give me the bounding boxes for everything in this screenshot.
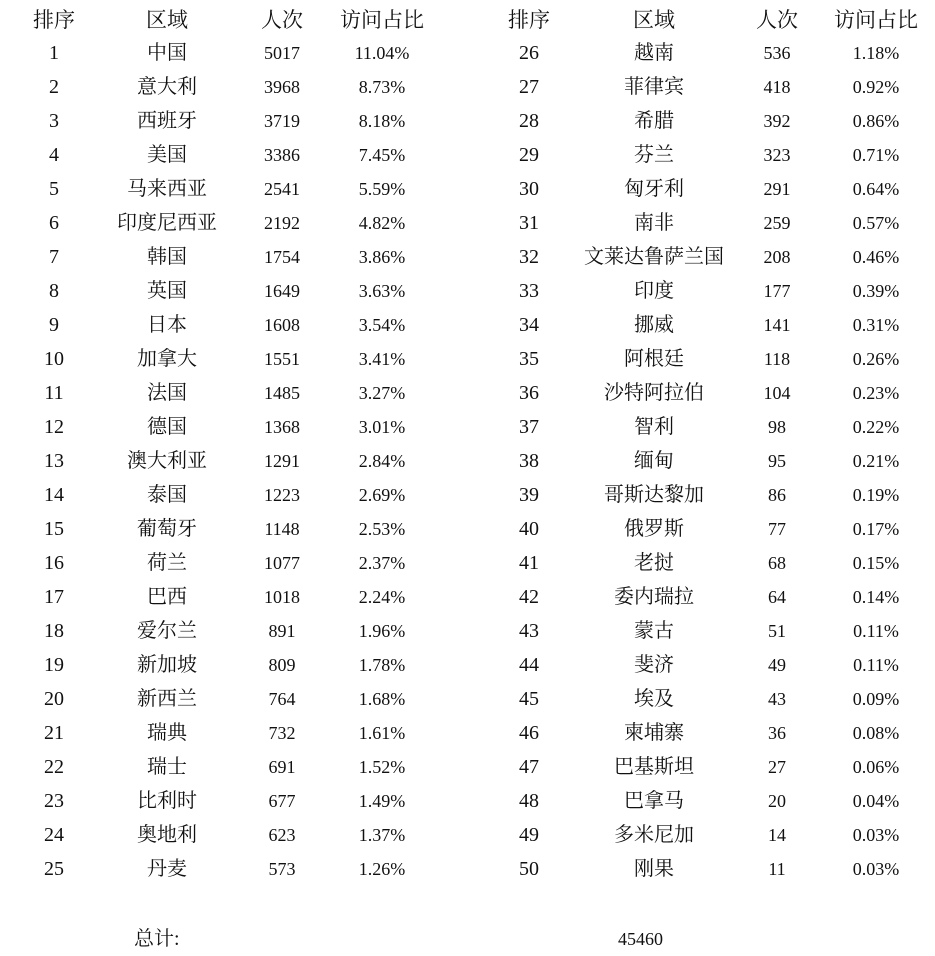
share-cell: 3.41% <box>358 349 406 369</box>
region-cell: 意大利 <box>137 76 197 98</box>
share-cell: 1.49% <box>358 791 406 811</box>
share-cell: 3.63% <box>358 281 406 301</box>
region-column-header: 区域 <box>146 8 188 32</box>
region-cell: 美国 <box>147 144 187 166</box>
visits-cell: 36 <box>768 723 786 743</box>
region-cell: 泰国 <box>147 484 187 506</box>
region-cell: 越南 <box>634 42 674 64</box>
table-row <box>6 410 446 444</box>
visits-cell: 536 <box>763 43 791 63</box>
rank-cell: 38 <box>519 450 539 472</box>
visits-cell: 208 <box>763 247 791 267</box>
region-cell: 印度 <box>634 280 674 302</box>
rank-column-header: 排序 <box>508 8 550 32</box>
table-row <box>6 852 446 886</box>
table-header <box>6 4 446 36</box>
rank-cell: 50 <box>519 858 539 880</box>
share-cell: 1.96% <box>358 621 406 641</box>
visits-cell: 14 <box>768 825 786 845</box>
rank-cell: 18 <box>44 620 64 642</box>
rank-cell: 26 <box>519 42 539 64</box>
rank-cell: 48 <box>519 790 539 812</box>
table-row <box>484 648 932 682</box>
region-cell: 巴拿马 <box>624 790 684 812</box>
visits-cell: 177 <box>763 281 791 301</box>
visits-cell: 11 <box>768 859 786 879</box>
total-label: 总计: <box>134 928 180 950</box>
share-cell: 3.27% <box>358 383 406 403</box>
visits-cell: 1485 <box>264 383 300 403</box>
table-row <box>484 36 932 70</box>
rank-cell: 2 <box>49 76 59 98</box>
region-cell: 菲律宾 <box>624 76 684 98</box>
region-cell: 瑞士 <box>147 756 187 778</box>
rank-cell: 19 <box>44 654 64 676</box>
share-cell: 0.09% <box>852 689 900 709</box>
rank-cell: 3 <box>49 110 59 132</box>
region-cell: 希腊 <box>634 110 674 132</box>
rank-cell: 41 <box>519 552 539 574</box>
visits-cell: 86 <box>768 485 786 505</box>
region-cell: 澳大利亚 <box>127 450 207 472</box>
share-cell: 2.69% <box>358 485 406 505</box>
visits-cell: 98 <box>768 417 786 437</box>
table-row <box>6 376 446 410</box>
visits-cell: 1368 <box>264 417 300 437</box>
region-cell: 柬埔寨 <box>624 722 684 744</box>
table-row <box>6 308 446 342</box>
table-row <box>6 70 446 104</box>
table-row <box>6 512 446 546</box>
table-body <box>6 36 446 886</box>
share-cell: 1.61% <box>358 723 406 743</box>
rank-column-header: 排序 <box>33 8 75 32</box>
visits-column-header: 人次 <box>756 8 798 32</box>
share-cell: 0.22% <box>852 417 900 437</box>
visits-cell: 64 <box>768 587 786 607</box>
table-row <box>484 376 932 410</box>
region-cell: 丹麦 <box>147 858 187 880</box>
table-row <box>484 172 932 206</box>
table-header <box>484 4 932 36</box>
share-column-header: 访问占比 <box>340 8 424 32</box>
visits-cell: 1608 <box>264 315 300 335</box>
visits-cell: 677 <box>268 791 296 811</box>
rank-cell: 27 <box>519 76 539 98</box>
share-cell: 0.23% <box>852 383 900 403</box>
rank-cell: 23 <box>44 790 64 812</box>
table-row <box>484 682 932 716</box>
table-row <box>6 784 446 818</box>
region-cell: 韩国 <box>147 246 187 268</box>
share-cell: 2.53% <box>358 519 406 539</box>
table-row <box>484 444 932 478</box>
region-cell: 英国 <box>147 280 187 302</box>
table-row <box>484 240 932 274</box>
table-row <box>484 614 932 648</box>
share-cell: 0.71% <box>852 145 900 165</box>
region-cell: 巴基斯坦 <box>614 756 694 778</box>
table-row <box>484 206 932 240</box>
visits-cell: 43 <box>768 689 786 709</box>
rank-cell: 32 <box>519 246 539 268</box>
share-cell: 0.17% <box>852 519 900 539</box>
rank-cell: 15 <box>44 518 64 540</box>
table-row <box>6 648 446 682</box>
share-cell: 0.86% <box>852 111 900 131</box>
region-cell: 文莱达鲁萨兰国 <box>584 246 724 268</box>
rank-cell: 7 <box>49 246 59 268</box>
visits-cell: 259 <box>763 213 791 233</box>
rank-cell: 33 <box>519 280 539 302</box>
rank-cell: 11 <box>44 382 64 404</box>
table-row <box>484 70 932 104</box>
share-cell: 0.11% <box>853 621 899 641</box>
share-cell: 0.57% <box>852 213 900 233</box>
share-cell: 0.04% <box>852 791 900 811</box>
rank-cell: 24 <box>44 824 64 846</box>
table-row <box>484 274 932 308</box>
table-row <box>6 614 446 648</box>
region-cell: 巴西 <box>147 586 187 608</box>
visits-cell: 392 <box>763 111 791 131</box>
table-row <box>484 852 932 886</box>
rank-cell: 36 <box>519 382 539 404</box>
rank-cell: 45 <box>519 688 539 710</box>
region-cell: 芬兰 <box>634 144 674 166</box>
rank-cell: 13 <box>44 450 64 472</box>
table-right <box>484 4 932 886</box>
rank-cell: 35 <box>519 348 539 370</box>
region-cell: 荷兰 <box>147 552 187 574</box>
share-cell: 8.73% <box>358 77 406 97</box>
table-row <box>484 342 932 376</box>
visits-cell: 891 <box>268 621 296 641</box>
table-row <box>484 716 932 750</box>
share-cell: 0.06% <box>852 757 900 777</box>
visits-cell: 2192 <box>264 213 300 233</box>
region-cell: 哥斯达黎加 <box>604 484 704 506</box>
rank-cell: 16 <box>44 552 64 574</box>
visits-cell: 51 <box>768 621 786 641</box>
region-cell: 智利 <box>634 416 674 438</box>
region-cell: 埃及 <box>634 688 674 710</box>
table-row <box>484 750 932 784</box>
total-row <box>0 922 935 956</box>
share-cell: 8.18% <box>358 111 406 131</box>
share-cell: 1.37% <box>358 825 406 845</box>
share-cell: 2.24% <box>358 587 406 607</box>
region-cell: 新加坡 <box>137 654 197 676</box>
table-row <box>6 274 446 308</box>
share-cell: 3.54% <box>358 315 406 335</box>
rank-cell: 12 <box>44 416 64 438</box>
rank-cell: 46 <box>519 722 539 744</box>
share-cell: 1.26% <box>358 859 406 879</box>
visits-cell: 809 <box>268 655 296 675</box>
table-row <box>484 580 932 614</box>
region-cell: 比利时 <box>137 790 197 812</box>
table-row <box>6 206 446 240</box>
table-row <box>484 546 932 580</box>
share-cell: 2.37% <box>358 553 406 573</box>
table-row <box>484 784 932 818</box>
table-row <box>6 342 446 376</box>
region-cell: 匈牙利 <box>624 178 684 200</box>
share-cell: 0.92% <box>852 77 900 97</box>
table-row <box>484 138 932 172</box>
share-cell: 1.18% <box>852 43 900 63</box>
rank-cell: 49 <box>519 824 539 846</box>
share-cell: 0.15% <box>852 553 900 573</box>
rank-cell: 6 <box>49 212 59 234</box>
rank-cell: 31 <box>519 212 539 234</box>
visits-cell: 3386 <box>264 145 300 165</box>
table-row <box>6 36 446 70</box>
rank-cell: 39 <box>519 484 539 506</box>
rank-cell: 30 <box>519 178 539 200</box>
visits-cell: 3719 <box>264 111 300 131</box>
table-row <box>484 308 932 342</box>
rank-cell: 8 <box>49 280 59 302</box>
region-column-header: 区域 <box>633 8 675 32</box>
table-row <box>6 138 446 172</box>
share-cell: 0.11% <box>853 655 899 675</box>
visits-cell: 95 <box>768 451 786 471</box>
region-cell: 加拿大 <box>137 348 197 370</box>
rank-cell: 28 <box>519 110 539 132</box>
share-cell: 5.59% <box>358 179 406 199</box>
share-cell: 1.52% <box>358 757 406 777</box>
visits-cell: 20 <box>768 791 786 811</box>
table-row <box>6 818 446 852</box>
share-cell: 3.86% <box>358 247 406 267</box>
rank-cell: 14 <box>44 484 64 506</box>
visits-cell: 1754 <box>264 247 300 267</box>
rank-cell: 9 <box>49 314 59 336</box>
visits-cell: 764 <box>268 689 296 709</box>
visits-cell: 418 <box>763 77 791 97</box>
share-cell: 0.03% <box>852 825 900 845</box>
visits-cell: 1018 <box>264 587 300 607</box>
region-cell: 斐济 <box>634 654 674 676</box>
share-cell: 0.26% <box>852 349 900 369</box>
share-cell: 1.68% <box>358 689 406 709</box>
region-cell: 爱尔兰 <box>137 620 197 642</box>
visits-cell: 27 <box>768 757 786 777</box>
rank-cell: 25 <box>44 858 64 880</box>
region-cell: 法国 <box>147 382 187 404</box>
share-cell: 0.03% <box>852 859 900 879</box>
visits-cell: 68 <box>768 553 786 573</box>
table-row <box>484 104 932 138</box>
region-cell: 阿根廷 <box>624 348 684 370</box>
visits-cell: 691 <box>268 757 296 777</box>
rank-cell: 22 <box>44 756 64 778</box>
region-cell: 挪威 <box>634 314 674 336</box>
visits-cell: 1649 <box>264 281 300 301</box>
region-cell: 西班牙 <box>137 110 197 132</box>
rank-cell: 5 <box>49 178 59 200</box>
share-cell: 1.78% <box>358 655 406 675</box>
visits-cell: 1148 <box>264 519 300 539</box>
region-cell: 缅甸 <box>634 450 674 472</box>
share-cell: 0.31% <box>852 315 900 335</box>
rank-cell: 21 <box>44 722 64 744</box>
table-row <box>484 818 932 852</box>
table-row <box>6 172 446 206</box>
region-cell: 委内瑞拉 <box>614 586 694 608</box>
rank-cell: 42 <box>519 586 539 608</box>
rank-cell: 47 <box>519 756 539 778</box>
visits-cell: 77 <box>768 519 786 539</box>
share-cell: 2.84% <box>358 451 406 471</box>
share-cell: 11.04% <box>354 43 410 63</box>
visits-cell: 1551 <box>264 349 300 369</box>
table-row <box>6 546 446 580</box>
share-cell: 7.45% <box>358 145 406 165</box>
total-value: 45460 <box>618 929 663 949</box>
table-row <box>484 512 932 546</box>
share-cell: 0.14% <box>852 587 900 607</box>
region-cell: 老挝 <box>634 552 674 574</box>
rank-cell: 1 <box>49 42 59 64</box>
visits-column-header: 人次 <box>261 8 303 32</box>
region-cell: 印度尼西亚 <box>117 212 217 234</box>
share-cell: 0.08% <box>852 723 900 743</box>
share-column-header: 访问占比 <box>834 8 918 32</box>
visits-cell: 104 <box>763 383 791 403</box>
visits-cell: 291 <box>763 179 791 199</box>
region-cell: 刚果 <box>634 858 674 880</box>
table-row <box>6 444 446 478</box>
region-cell: 德国 <box>147 416 187 438</box>
rank-cell: 10 <box>44 348 64 370</box>
visits-cell: 141 <box>763 315 791 335</box>
visits-cell: 1291 <box>264 451 300 471</box>
table-row <box>484 478 932 512</box>
rank-cell: 29 <box>519 144 539 166</box>
region-cell: 俄罗斯 <box>624 518 684 540</box>
rank-cell: 17 <box>44 586 64 608</box>
share-cell: 0.21% <box>852 451 900 471</box>
share-cell: 4.82% <box>358 213 406 233</box>
region-cell: 日本 <box>147 314 187 336</box>
region-cell: 奥地利 <box>137 824 197 846</box>
share-cell: 0.46% <box>852 247 900 267</box>
rank-cell: 4 <box>49 144 59 166</box>
region-cell: 多米尼加 <box>614 824 694 846</box>
visits-cell: 623 <box>268 825 296 845</box>
rank-cell: 20 <box>44 688 64 710</box>
region-cell: 蒙古 <box>634 620 674 642</box>
visits-cell: 49 <box>768 655 786 675</box>
share-cell: 0.19% <box>852 485 900 505</box>
table-row <box>6 682 446 716</box>
table-body <box>484 36 932 886</box>
table-row <box>6 750 446 784</box>
visits-cell: 323 <box>763 145 791 165</box>
visits-cell: 2541 <box>264 179 300 199</box>
region-cell: 马来西亚 <box>127 178 207 200</box>
visits-cell: 118 <box>763 349 791 369</box>
rank-cell: 37 <box>519 416 539 438</box>
visits-cell: 1077 <box>264 553 300 573</box>
table-row <box>6 104 446 138</box>
rank-cell: 43 <box>519 620 539 642</box>
region-cell: 新西兰 <box>137 688 197 710</box>
share-cell: 3.01% <box>358 417 406 437</box>
rank-cell: 34 <box>519 314 539 336</box>
visits-cell: 3968 <box>264 77 300 97</box>
region-cell: 瑞典 <box>147 722 187 744</box>
visits-cell: 732 <box>268 723 296 743</box>
visits-cell: 5017 <box>264 43 300 63</box>
table-row <box>6 580 446 614</box>
region-cell: 中国 <box>147 42 187 64</box>
rank-cell: 40 <box>519 518 539 540</box>
region-cell: 葡萄牙 <box>137 518 197 540</box>
rank-cell: 44 <box>519 654 539 676</box>
share-cell: 0.39% <box>852 281 900 301</box>
visits-cell: 573 <box>268 859 296 879</box>
table-row <box>484 410 932 444</box>
table-row <box>6 716 446 750</box>
table-left <box>6 4 446 886</box>
region-cell: 沙特阿拉伯 <box>604 382 704 404</box>
share-cell: 0.64% <box>852 179 900 199</box>
table-row <box>6 240 446 274</box>
table-row <box>6 478 446 512</box>
region-cell: 南非 <box>634 212 674 234</box>
visits-cell: 1223 <box>264 485 300 505</box>
